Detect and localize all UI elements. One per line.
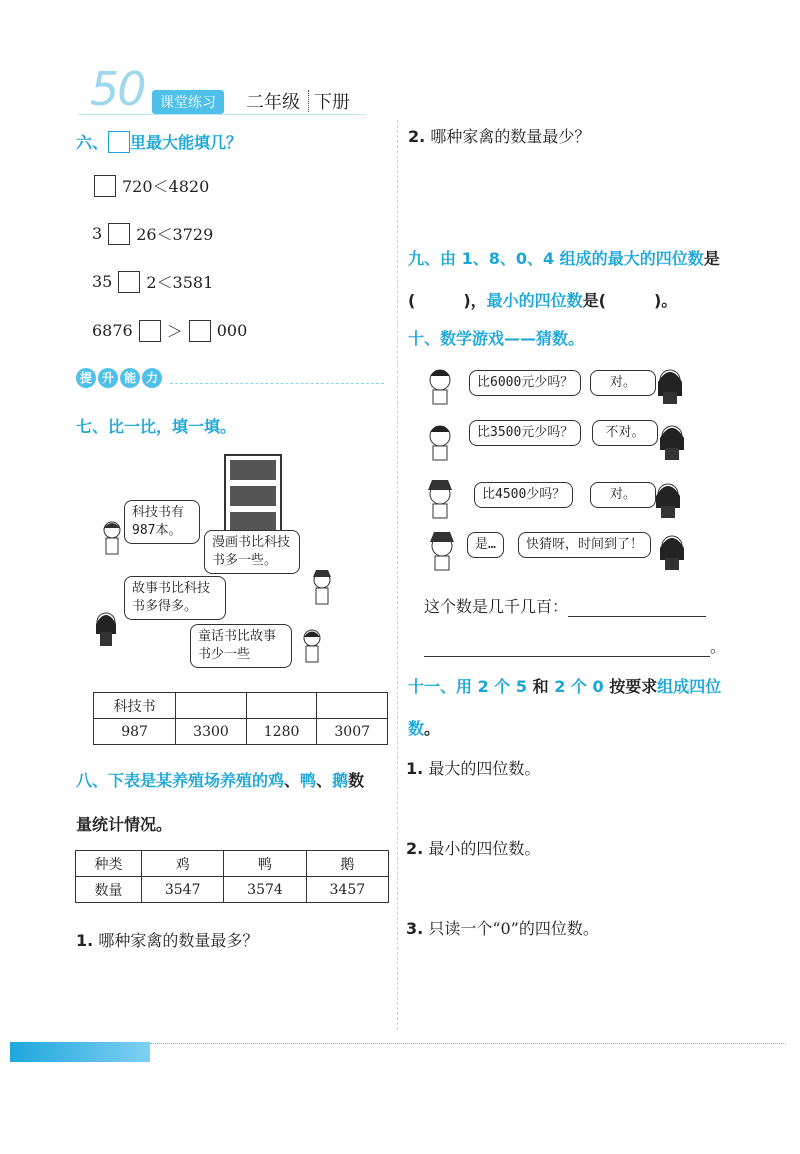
section-8-title: 八、下表是某养殖场养殖的鸡、鸭、鹅数 — [76, 771, 365, 790]
girl-icon — [660, 426, 684, 460]
section-6-title — [76, 130, 242, 153]
header-separator — [308, 90, 309, 112]
boy-icon — [430, 426, 450, 460]
poultry-table — [75, 850, 389, 903]
answer-blank-max[interactable]: ( )， — [408, 291, 487, 310]
answer-box[interactable] — [118, 271, 140, 293]
answer-line-1: 这个数是几千几百： — [424, 594, 706, 617]
girl-icon — [660, 536, 684, 570]
table-cell: 3457 — [306, 877, 388, 903]
table-cell: 种类 — [76, 851, 142, 877]
title-box-icon — [108, 131, 130, 153]
question-11-3: 3. 只读一个“0”的四位数。 — [406, 919, 599, 938]
header-volume: 下册 — [314, 92, 350, 113]
boy-icon — [430, 370, 450, 404]
girl-icon — [656, 484, 680, 518]
question-bubble: 比6000元少吗？ — [469, 370, 581, 396]
section-9-line2: ( )，最小的四位数是( )。 — [408, 291, 678, 310]
speech-bubble: 漫画书比科技书多一些。 — [204, 530, 300, 574]
inequality-3: 35 2＜3581 — [92, 272, 214, 292]
boy-icon — [104, 522, 120, 554]
section-8-title-line2: 量统计情况。 — [76, 815, 173, 834]
footer-line — [150, 1043, 786, 1044]
answer-box[interactable] — [108, 223, 130, 245]
section-7-title: 七、比一比，填一填。 — [76, 417, 237, 436]
section-10-title: 十、数学游戏——猜数。 — [408, 329, 585, 348]
section-9-line1: 九、由 1、8、0、4 组成的最大的四位数是 — [408, 249, 720, 268]
answer-box[interactable] — [94, 175, 116, 197]
cap-boy-icon — [430, 532, 454, 570]
answer-blank-min[interactable]: 是( )。 — [582, 291, 678, 310]
answer-box[interactable] — [139, 320, 161, 342]
table-cell: 鹅 — [306, 851, 388, 877]
table-cell: 科技书 — [94, 693, 176, 719]
section-11-line1: 十一、用 2 个 5 和 2 个 0 按要求组成四位 — [408, 677, 722, 696]
header-tag: 课堂练习 — [152, 90, 224, 114]
boy2-icon — [304, 630, 320, 662]
speech-bubble: 科技书有987本。 — [124, 500, 200, 544]
cap-boy-icon — [428, 480, 452, 518]
answer-bubble: 不对。 — [592, 420, 658, 446]
answer-line-2: 。 — [424, 634, 726, 657]
answer-cell[interactable] — [246, 693, 317, 719]
table-cell: 鸭 — [224, 851, 306, 877]
books-table — [93, 692, 388, 745]
question-bubble: 是… — [467, 532, 504, 558]
inequality-4: 6876 ＞ 000 — [92, 321, 248, 341]
section-6-text: 里最大能填几？ — [130, 133, 243, 152]
answer-bubble: 对。 — [590, 482, 656, 508]
table-cell: 3007 — [317, 719, 388, 745]
column-divider — [397, 120, 398, 1030]
answer-bubble: 对。 — [590, 370, 656, 396]
banner-line — [170, 383, 384, 384]
answer-cell[interactable] — [176, 693, 247, 719]
cap-boy-icon — [313, 570, 331, 604]
question-bubble: 比4500少吗？ — [474, 482, 573, 508]
question-bubble: 比3500元少吗？ — [469, 420, 581, 446]
question-11-2: 2. 最小的四位数。 — [406, 839, 541, 858]
table-cell: 鸡 — [142, 851, 224, 877]
footer-strip — [10, 1042, 150, 1062]
header-grade: 二年级 — [246, 92, 300, 113]
ability-banner: 提 升 能 力 — [76, 368, 162, 388]
question-8-1: 1. 哪种家禽的数量最多？ — [76, 931, 259, 950]
table-cell: 3300 — [176, 719, 247, 745]
speech-bubble: 故事书比科技书多得多。 — [124, 576, 226, 620]
table-cell: 3547 — [142, 877, 224, 903]
section-11-line2: 数。 — [408, 719, 441, 738]
header-rule — [78, 114, 366, 115]
girl-icon — [96, 613, 116, 646]
answer-cell[interactable] — [317, 693, 388, 719]
inequality-2: 3 26＜3729 — [92, 224, 214, 244]
answer-blank[interactable] — [424, 638, 710, 657]
girl-icon — [658, 370, 682, 404]
question-8-2: 2. 哪种家禽的数量最少？ — [408, 127, 591, 146]
speech-bubble: 童话书比故事书少一些 — [190, 624, 292, 668]
page-number: 50 — [90, 62, 145, 116]
answer-blank[interactable] — [568, 600, 706, 617]
section-6-number: 六、 — [76, 133, 109, 152]
answer-bubble: 快猜呀，时间到了！ — [518, 532, 651, 558]
table-cell: 3574 — [224, 877, 306, 903]
inequality-1: 720＜4820 — [94, 174, 209, 197]
answer-box[interactable] — [189, 320, 211, 342]
table-cell: 1280 — [246, 719, 317, 745]
question-11-1: 1. 最大的四位数。 — [406, 759, 541, 778]
table-cell: 数量 — [76, 877, 142, 903]
table-cell: 987 — [94, 719, 176, 745]
